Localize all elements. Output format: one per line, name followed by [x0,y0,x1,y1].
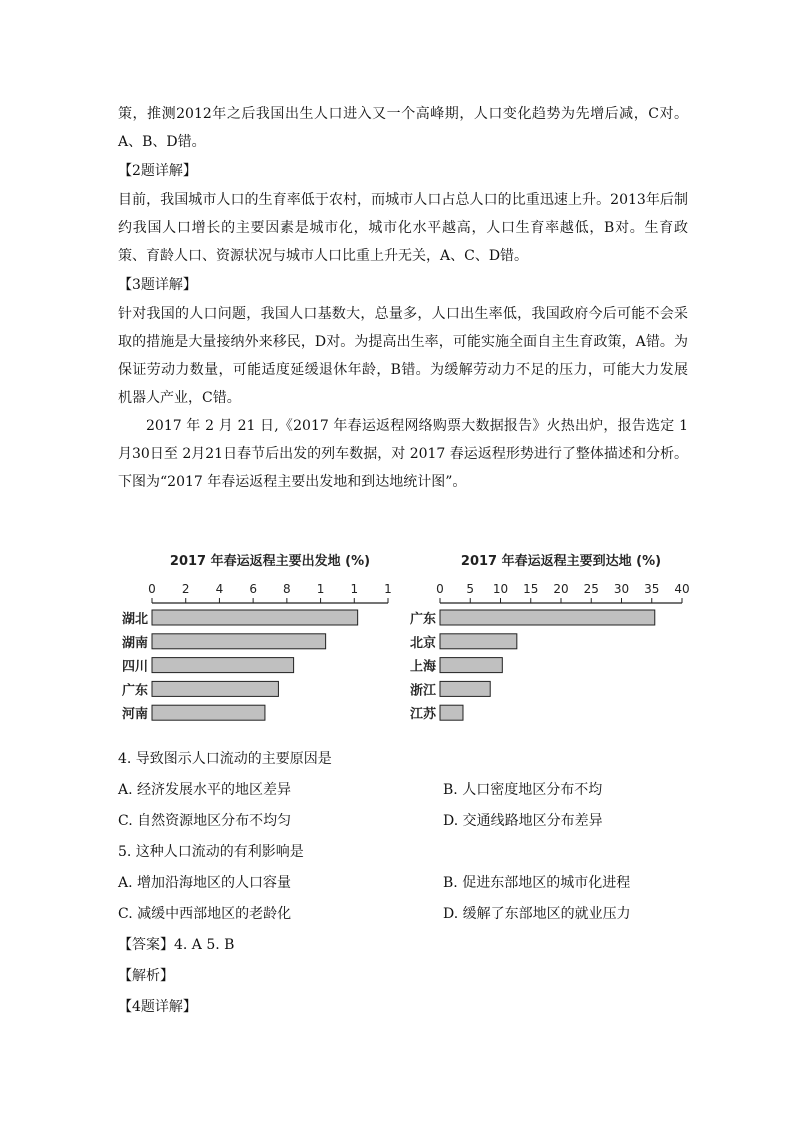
departure-x-tick-label: 2 [181,582,190,596]
paragraph-2: 目前，我国城市人口的生育率低于农村，而城市人口占总人口的比重迅速上升。2013年后制约我国人口增长的主要因素是城市化，城市化水平越高，人口生育率越低，B对。生育政策、育龄人口、资源状况与城市人口比重上升无关，A、C、D错。 [118,192,688,264]
departure-x-tick-label: 1 [316,582,325,596]
section-heading-2: 【2题详解】 [118,163,197,179]
departure-x-tick-label: 1 [384,582,392,596]
question-5-option-a: A. 增加沿海地区的人口容量 [118,875,292,891]
departure-x-tick-label: 1 [350,582,359,596]
arrival-chart [408,545,698,735]
departure-chart-svg [110,545,400,735]
departure-bar [152,610,358,625]
departure-x-tick-label: 0 [148,582,156,596]
arrival-x-tick-label: 10 [492,582,509,596]
departure-bar [152,681,278,696]
arrival-chart-title: 2017 年春运返程主要到达地 (%) [460,554,662,569]
question-4-options-row-2 [118,806,698,837]
departure-x-tick-label: 8 [283,582,291,596]
question-4-option-a: A. 经济发展水平的地区差异 [118,782,292,798]
paragraph-3: 针对我国的人口问题，我国人口基数大，总量多，人口出生率低，我国政府今后可能不会采取的措施是大量接纳外来移民，D对。为提高出生率，可能实施全面自主生育政策，A错。为保证劳动力数量，可能适度延缓退休年龄，B错。为缓解劳动力不足的压力，可能大力发展机器人产业，C错。 [118,306,688,406]
arrival-chart-svg [408,545,698,735]
charts-area [110,545,700,735]
question-5: 5. 这种人口流动的有利影响是 [118,844,304,860]
question-4-option-d: D. 交通线路地区分布差异 [443,813,603,829]
arrival-bar [440,634,517,649]
departure-category-label: 湖北 [121,612,148,627]
departure-category-label: 四川 [121,659,148,675]
arrival-x-tick-label: 20 [553,582,569,596]
arrival-bar [440,681,490,696]
questions-section [118,744,698,1023]
arrival-bar [440,705,463,720]
arrival-bar [440,610,655,625]
arrival-x-tick-label: 30 [613,582,630,596]
arrival-category-label: 江苏 [409,707,436,723]
question-5-options-row-1 [118,868,698,899]
answer-line: 【答案】4. A 5. B [118,937,235,953]
question-4-option-b: B. 人口密度地区分布不均 [443,782,603,798]
section-heading-4: 【4题详解】 [118,999,197,1015]
departure-x-tick-label: 4 [215,582,224,596]
arrival-x-tick-label: 35 [644,582,660,596]
analysis-heading: 【解析】 [118,968,174,984]
departure-bar [152,705,265,720]
text-content [118,100,688,496]
question-5-options-row-2 [118,899,698,930]
arrival-x-tick-label: 5 [466,582,475,596]
arrival-category-label: 广东 [409,612,436,627]
departure-bar [152,634,326,649]
arrival-category-label: 上海 [409,659,436,675]
arrival-bar [440,658,502,673]
departure-category-label: 湖南 [121,635,148,651]
arrival-x-tick-label: 40 [674,582,690,596]
arrival-x-tick-label: 0 [436,582,444,596]
arrival-x-tick-label: 25 [583,582,599,596]
departure-chart [110,545,400,735]
departure-category-label: 河南 [121,707,148,723]
section-heading-3: 【3题详解】 [118,277,197,293]
question-5-option-d: D. 缓解了东部地区的就业压力 [443,906,631,922]
departure-bar [152,658,294,673]
intro-paragraph: 2017 年 2 月 21 日,《2017 年春运返程网络购票大数据报告》火热出炉，报告选定 1 月30日至 2月21日春节后出发的列车数据，对 2017 春运返程形势进行了整体描述和分析。下图为“2017 年春运返程主要出发地和到达地统计图”。 [118,418,688,490]
arrival-category-label: 北京 [409,635,436,651]
departure-x-tick-label: 6 [249,582,257,596]
departure-chart-title: 2017 年春运返程主要出发地 (%) [169,554,371,569]
paragraph-1-continuation: 策，推测2012年之后我国出生人口进入又一个高峰期，人口变化趋势为先增后减，C对。A、B、D错。 [118,106,688,150]
question-5-option-b: B. 促进东部地区的城市化进程 [443,875,631,891]
question-5-option-c: C. 减缓中西部地区的老龄化 [118,906,292,922]
departure-category-label: 广东 [121,683,148,699]
question-4: 4. 导致图示人口流动的主要原因是 [118,751,332,767]
question-4-options-row-1 [118,775,698,806]
arrival-category-label: 浙江 [409,683,436,699]
arrival-x-tick-label: 15 [523,582,539,596]
question-4-option-c: C. 自然资源地区分布不均匀 [118,813,292,829]
